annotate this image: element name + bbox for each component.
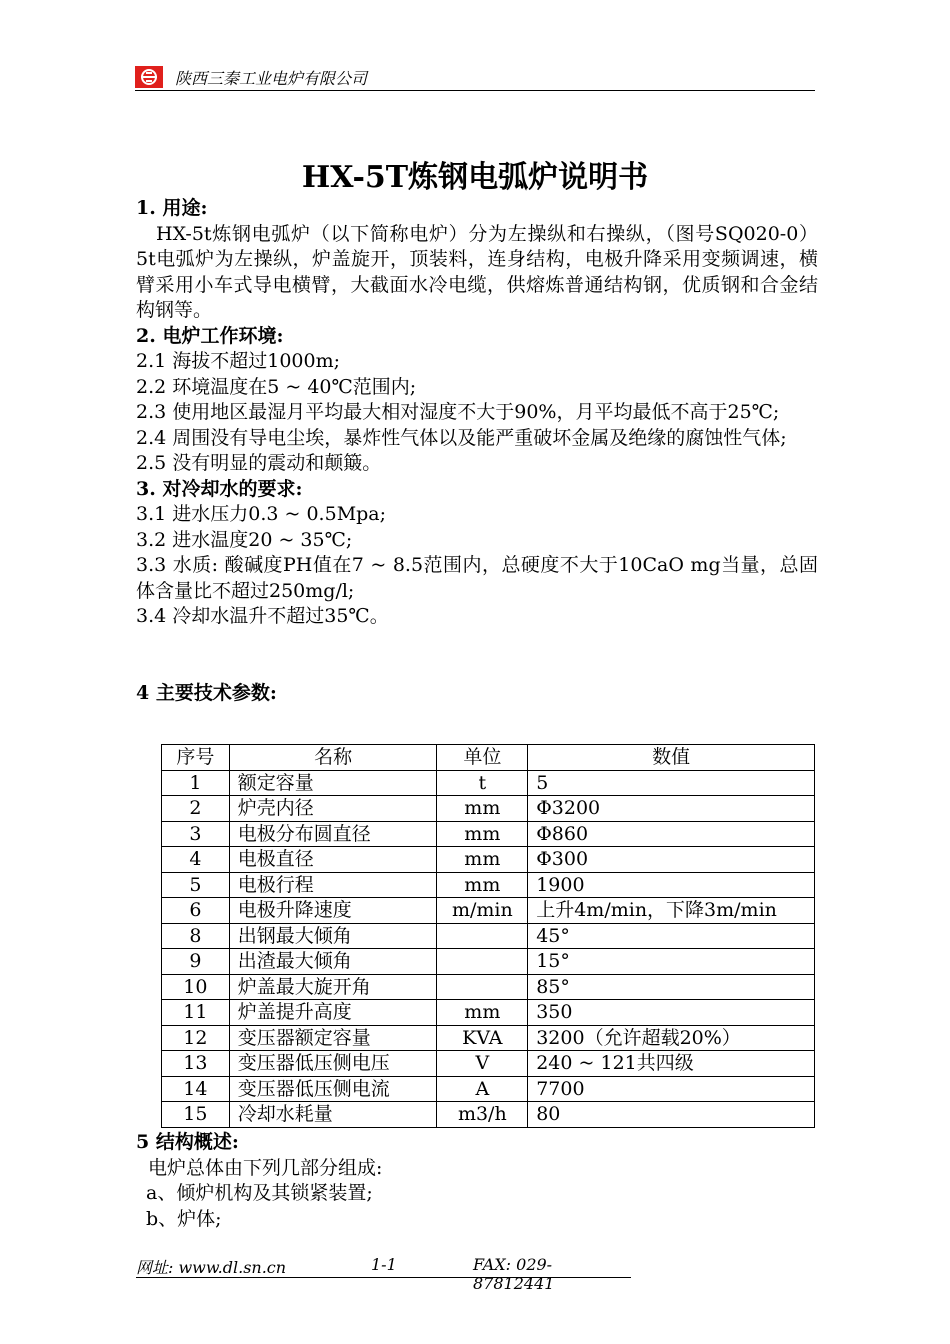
row-name: 炉盖提升高度 [229, 1000, 437, 1026]
section-5-item: a、倾炉机构及其锁紧装置; [146, 1182, 373, 1204]
header-index: 序号 [162, 745, 230, 771]
table-row [162, 898, 815, 924]
row-index: 13 [162, 1051, 230, 1077]
footer-website: 网址: www.dl.sn.cn [136, 1258, 287, 1277]
table-row [162, 949, 815, 975]
row-unit: mm [437, 821, 528, 847]
technical-parameters-table [161, 744, 815, 1128]
row-name: 电极升降速度 [229, 898, 437, 924]
section-4-heading: 4 主要技术参数: [136, 681, 277, 704]
footer-fax: FAX: 029-87812441 [473, 1255, 555, 1293]
section-3-heading: 3. 对冷却水的要求: [136, 477, 303, 500]
row-name: 变压器低压侧电流 [229, 1076, 437, 1102]
section-2-heading: 2. 电炉工作环境: [136, 324, 284, 347]
row-value: 5 [528, 770, 815, 796]
row-name: 电极行程 [229, 872, 437, 898]
section-3-item: 3.4 冷却水温升不超过35℃。 [136, 605, 389, 627]
section-5-item: b、炉体; [146, 1207, 222, 1230]
row-name: 变压器低压侧电压 [229, 1051, 437, 1077]
row-unit: mm [437, 847, 528, 873]
row-unit: A [437, 1076, 528, 1102]
table-row [162, 974, 815, 1000]
table-header-row [162, 745, 815, 771]
row-index: 14 [162, 1076, 230, 1102]
row-value: 350 [528, 1000, 815, 1026]
row-value: 7700 [528, 1076, 815, 1102]
section-2-item: 2.2 环境温度在5 ~ 40℃范围内; [136, 375, 417, 398]
row-unit [437, 923, 528, 949]
row-index: 12 [162, 1025, 230, 1051]
section-3-item: 3.3 水质: 酸碱度PH值在7 ~ 8.5范围内，总硬度不大于10CaO mg当量，总固体含量比不超过250mg/l; [136, 554, 818, 602]
row-unit: mm [437, 1000, 528, 1026]
row-value: 240 ~ 121共四级 [528, 1051, 815, 1077]
table-row [162, 1102, 815, 1128]
table-row [162, 770, 815, 796]
table-row [162, 1025, 815, 1051]
section-3-item: 3.2 进水温度20 ~ 35℃; [136, 528, 353, 551]
table-row [162, 923, 815, 949]
header-value: 数值 [528, 745, 815, 771]
row-index: 3 [162, 821, 230, 847]
document-body [136, 196, 818, 706]
header-name: 名称 [229, 745, 437, 771]
section-1-heading: 1. 用途: [136, 197, 208, 219]
row-unit [437, 949, 528, 975]
row-index: 4 [162, 847, 230, 873]
row-index: 5 [162, 872, 230, 898]
row-unit: m/min [437, 898, 528, 924]
row-name: 电极直径 [229, 847, 437, 873]
row-index: 2 [162, 796, 230, 822]
row-index: 9 [162, 949, 230, 975]
section-5 [136, 1130, 818, 1232]
section-3-item: 3.1 进水压力0.3 ~ 0.5Mpa; [136, 503, 387, 525]
section-2-item: 2.5 没有明显的震动和颠簸。 [136, 452, 382, 474]
row-value: Φ860 [528, 821, 815, 847]
row-name: 变压器额定容量 [229, 1025, 437, 1051]
row-index: 1 [162, 770, 230, 796]
row-unit: mm [437, 872, 528, 898]
row-name: 炉壳内径 [229, 796, 437, 822]
section-2-item: 2.3 使用地区最湿月平均最大相对湿度不大于90%，月平均最低不高于25℃; [136, 401, 780, 423]
row-name: 出渣最大倾角 [229, 949, 437, 975]
section-2-item: 2.1 海拔不超过1000m; [136, 350, 341, 372]
row-index: 10 [162, 974, 230, 1000]
table-row [162, 796, 815, 822]
row-unit: V [437, 1051, 528, 1077]
page-header [135, 64, 815, 91]
row-name: 冷却水耗量 [229, 1102, 437, 1128]
row-unit: m3/h [437, 1102, 528, 1128]
table-row [162, 1051, 815, 1077]
row-index: 8 [162, 923, 230, 949]
row-value: 80 [528, 1102, 815, 1128]
row-name: 炉盖最大旋开角 [229, 974, 437, 1000]
row-name: 电极分布圆直径 [229, 821, 437, 847]
table-row [162, 872, 815, 898]
header-unit: 单位 [437, 745, 528, 771]
footer-page-number: 1-1 [371, 1255, 397, 1274]
table-row [162, 1076, 815, 1102]
table-row [162, 1000, 815, 1026]
section-1-body: HX-5t炼钢电弧炉（以下简称电炉）分为左操纵和右操纵，（图号SQ020-0）5t电弧炉为左操纵，炉盖旋开，顶装料，连身结构，电极升降采用变频调速，横臂采用小车式导电横臂，大截面水冷电缆，供熔炼普通结构钢，优质钢和合金结构钢等。 [136, 222, 818, 321]
row-value: 15° [528, 949, 815, 975]
row-name: 出钢最大倾角 [229, 923, 437, 949]
row-value: 3200（允许超载20%） [528, 1025, 815, 1051]
row-value: 上升4m/min，下降3m/min [528, 898, 815, 924]
section-5-intro: 电炉总体由下列几部分组成: [148, 1156, 383, 1179]
section-5-heading: 5 结构概述: [136, 1131, 239, 1153]
row-name: 额定容量 [229, 770, 437, 796]
row-value: Φ300 [528, 847, 815, 873]
table-row [162, 821, 815, 847]
table-body [162, 770, 815, 1127]
row-value: Φ3200 [528, 796, 815, 822]
row-unit [437, 974, 528, 1000]
page-footer [136, 1253, 631, 1293]
row-value: 1900 [528, 872, 815, 898]
row-unit: mm [437, 796, 528, 822]
row-value: 85° [528, 974, 815, 1000]
row-value: 45° [528, 923, 815, 949]
company-name: 陕西三秦工业电炉有限公司 [175, 69, 368, 88]
row-index: 11 [162, 1000, 230, 1026]
row-index: 15 [162, 1102, 230, 1128]
row-unit: t [437, 770, 528, 796]
row-unit: KVA [437, 1025, 528, 1051]
row-index: 6 [162, 898, 230, 924]
document-title: HX-5T炼钢电弧炉说明书 [301, 160, 649, 195]
company-logo-icon [135, 66, 163, 88]
table-row [162, 847, 815, 873]
section-2-item: 2.4 周围没有导电尘埃，暴炸性气体以及能严重破坏金属及绝缘的腐蚀性气体; [136, 426, 787, 449]
